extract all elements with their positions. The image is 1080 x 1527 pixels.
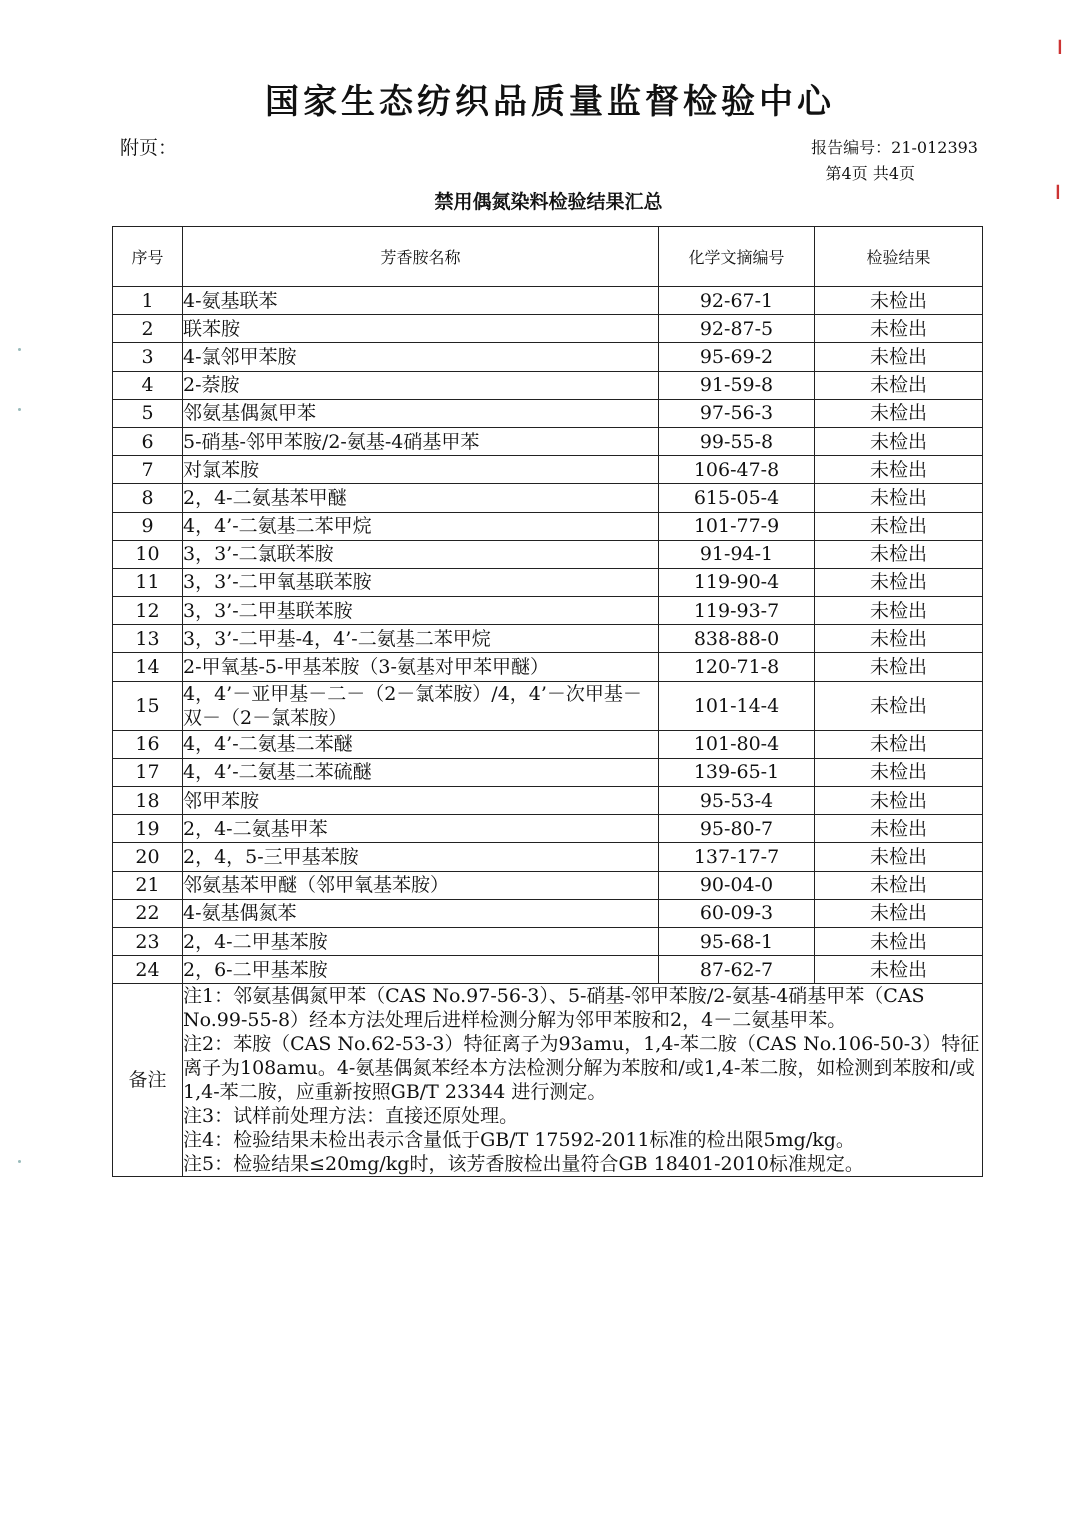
row-number: 22	[113, 899, 183, 927]
table-row	[113, 512, 983, 540]
row-number: 16	[113, 730, 183, 758]
cas-number: 139-65-1	[659, 758, 815, 786]
row-number: 6	[113, 427, 183, 455]
table-row	[113, 899, 983, 927]
test-result: 未检出	[815, 681, 983, 730]
cas-number: 87-62-7	[659, 956, 815, 984]
remark-note-4: 注4：检验结果未检出表示含量低于GB/T 17592-2011标准的检出限5mg/kg。	[183, 1129, 855, 1152]
header-no: 序号	[113, 227, 183, 287]
test-result: 未检出	[815, 927, 983, 955]
results-table	[112, 226, 983, 1177]
table-row	[113, 815, 983, 843]
table-row	[113, 927, 983, 955]
test-result: 未检出	[815, 730, 983, 758]
scan-dot	[18, 1160, 21, 1163]
amine-name: 5-硝基-邻甲苯胺/2-氨基-4硝基甲苯	[183, 427, 659, 455]
cas-number: 95-69-2	[659, 343, 815, 371]
scan-dot	[18, 408, 21, 411]
test-result: 未检出	[815, 456, 983, 484]
row-number: 9	[113, 512, 183, 540]
test-result: 未检出	[815, 484, 983, 512]
table-row	[113, 871, 983, 899]
table-header-row	[113, 227, 983, 287]
table-row	[113, 568, 983, 596]
cas-number: 91-59-8	[659, 371, 815, 399]
amine-name: 2，4-二氨基甲苯	[183, 815, 659, 843]
cas-number: 101-80-4	[659, 730, 815, 758]
table-row	[113, 597, 983, 625]
row-number: 14	[113, 653, 183, 681]
row-number: 24	[113, 956, 183, 984]
cas-number: 101-14-4	[659, 681, 815, 730]
test-result: 未检出	[815, 371, 983, 399]
header-cas: 化学文摘编号	[659, 227, 815, 287]
remark-note-2: 注2：苯胺（CAS No.62-53-3）特征离子为93amu，1,4-苯二胺（CAS No.106-50-3）特征离子为108amu。4-氨基偶氮苯经本方法检测分解为苯胺和/或1,4-苯二胺，如检测到苯胺和/或1,4-苯二胺，应重新按照GB/T 23344 进行测定。	[183, 1033, 980, 1104]
row-number: 5	[113, 399, 183, 427]
test-result: 未检出	[815, 899, 983, 927]
cas-number: 92-87-5	[659, 315, 815, 343]
row-number: 4	[113, 371, 183, 399]
test-result: 未检出	[815, 427, 983, 455]
amine-name: 4，4’-二氨基二苯醚	[183, 730, 659, 758]
row-number: 7	[113, 456, 183, 484]
remarks-notes	[183, 984, 983, 1177]
test-result: 未检出	[815, 815, 983, 843]
test-result: 未检出	[815, 399, 983, 427]
row-number: 2	[113, 315, 183, 343]
header-name: 芳香胺名称	[183, 227, 659, 287]
table-row	[113, 653, 983, 681]
scan-dot	[18, 348, 21, 351]
row-number: 1	[113, 287, 183, 315]
table-body	[113, 287, 983, 984]
cas-number: 838-88-0	[659, 625, 815, 653]
cas-number: 91-94-1	[659, 540, 815, 568]
amine-name: 3，3’-二甲基联苯胺	[183, 597, 659, 625]
cas-number: 137-17-7	[659, 843, 815, 871]
amine-name: 邻甲苯胺	[183, 787, 659, 815]
test-result: 未检出	[815, 758, 983, 786]
amine-name: 3，3’-二甲氧基联苯胺	[183, 568, 659, 596]
table-row	[113, 484, 983, 512]
cas-number: 99-55-8	[659, 427, 815, 455]
row-number: 18	[113, 787, 183, 815]
table-row	[113, 843, 983, 871]
row-number: 15	[113, 681, 183, 730]
test-result: 未检出	[815, 343, 983, 371]
cas-number: 95-53-4	[659, 787, 815, 815]
cas-number: 106-47-8	[659, 456, 815, 484]
row-number: 12	[113, 597, 183, 625]
row-number: 3	[113, 343, 183, 371]
test-result: 未检出	[815, 787, 983, 815]
amine-name: 邻氨基苯甲醚（邻甲氧基苯胺）	[183, 871, 659, 899]
amine-name: 3，3’-二甲基-4，4’-二氨基二苯甲烷	[183, 625, 659, 653]
test-result: 未检出	[815, 315, 983, 343]
table-row	[113, 681, 983, 730]
test-result: 未检出	[815, 871, 983, 899]
row-number: 10	[113, 540, 183, 568]
cas-number: 97-56-3	[659, 399, 815, 427]
cas-number: 60-09-3	[659, 899, 815, 927]
report-number: 报告编号：21-012393	[811, 138, 978, 157]
row-number: 17	[113, 758, 183, 786]
table-row	[113, 758, 983, 786]
table-row	[113, 787, 983, 815]
page-title: 国家生态纺织品质量监督检验中心	[265, 82, 835, 122]
cas-number: 615-05-4	[659, 484, 815, 512]
table-row	[113, 371, 983, 399]
amine-name: 2，6-二甲基苯胺	[183, 956, 659, 984]
amine-name: 2-萘胺	[183, 371, 659, 399]
cas-number: 90-04-0	[659, 871, 815, 899]
header-result: 检验结果	[815, 227, 983, 287]
table-row	[113, 540, 983, 568]
cas-number: 95-68-1	[659, 927, 815, 955]
amine-name: 4，4’-二氨基二苯硫醚	[183, 758, 659, 786]
remark-note-3: 注3：试样前处理方法：直接还原处理。	[183, 1105, 519, 1128]
row-number: 11	[113, 568, 183, 596]
remark-note-5: 注5：检验结果≤20mg/kg时，该芳香胺检出量符合GB 18401-2010标准规定。	[183, 1153, 864, 1176]
table-row	[113, 956, 983, 984]
table-row	[113, 343, 983, 371]
row-number: 20	[113, 843, 183, 871]
scan-edge-mark: ▎	[1056, 185, 1066, 199]
amine-name: 4-氨基偶氮苯	[183, 899, 659, 927]
amine-name: 邻氨基偶氮甲苯	[183, 399, 659, 427]
amine-name: 联苯胺	[183, 315, 659, 343]
row-number: 13	[113, 625, 183, 653]
table-row	[113, 315, 983, 343]
remarks-row	[113, 984, 983, 1177]
test-result: 未检出	[815, 540, 983, 568]
amine-name: 2，4-二氨基苯甲醚	[183, 484, 659, 512]
amine-name: 2-甲氧基-5-甲基苯胺（3-氨基对甲苯甲醚）	[183, 653, 659, 681]
table-subtitle: 禁用偶氮染料检验结果汇总	[434, 191, 663, 213]
cas-number: 95-80-7	[659, 815, 815, 843]
amine-name: 3，3’-二氯联苯胺	[183, 540, 659, 568]
amine-name: 2，4-二甲基苯胺	[183, 927, 659, 955]
test-result: 未检出	[815, 512, 983, 540]
remarks-label: 备注	[113, 984, 183, 1177]
amine-name: 4-氯邻甲苯胺	[183, 343, 659, 371]
test-result: 未检出	[815, 568, 983, 596]
test-result: 未检出	[815, 956, 983, 984]
test-result: 未检出	[815, 843, 983, 871]
table-row	[113, 399, 983, 427]
appendix-label: 附页：	[120, 137, 178, 159]
test-result: 未检出	[815, 653, 983, 681]
test-result: 未检出	[815, 625, 983, 653]
table-row	[113, 730, 983, 758]
table-row	[113, 625, 983, 653]
row-number: 23	[113, 927, 183, 955]
table-row	[113, 287, 983, 315]
table-row	[113, 456, 983, 484]
remark-note-1: 注1：邻氨基偶氮甲苯（CAS No.97-56-3）、5-硝基-邻甲苯胺/2-氨基-4硝基甲苯（CAS No.99-55-8）经本方法处理后进样检测分解为邻甲苯胺和2，4－二氨基甲苯。	[183, 985, 925, 1032]
scan-edge-mark: ▎	[1058, 40, 1068, 54]
cas-number: 120-71-8	[659, 653, 815, 681]
amine-name: 4-氨基联苯	[183, 287, 659, 315]
cas-number: 119-93-7	[659, 597, 815, 625]
amine-name: 对氯苯胺	[183, 456, 659, 484]
test-result: 未检出	[815, 597, 983, 625]
cas-number: 119-90-4	[659, 568, 815, 596]
row-number: 19	[113, 815, 183, 843]
table-row	[113, 427, 983, 455]
page-info: 第4页 共4页	[825, 164, 915, 183]
test-result: 未检出	[815, 287, 983, 315]
amine-name: 4，4’-二氨基二苯甲烷	[183, 512, 659, 540]
cas-number: 92-67-1	[659, 287, 815, 315]
row-number: 21	[113, 871, 183, 899]
amine-name: 4，4’－亚甲基－二－（2－氯苯胺）/4，4’－次甲基－双－（2－氯苯胺）	[183, 681, 659, 730]
amine-name: 2，4，5-三甲基苯胺	[183, 843, 659, 871]
row-number: 8	[113, 484, 183, 512]
cas-number: 101-77-9	[659, 512, 815, 540]
